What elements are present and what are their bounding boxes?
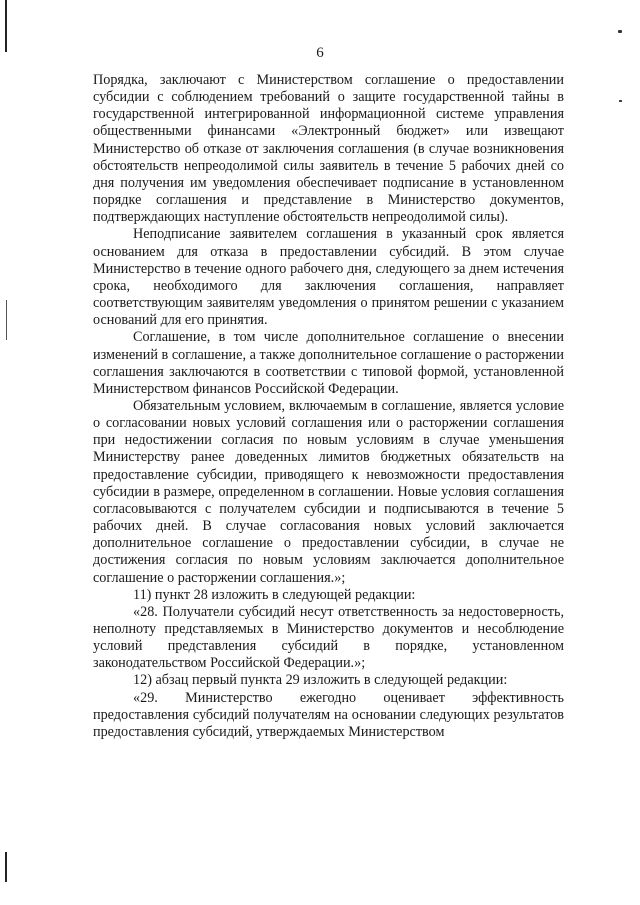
scan-edge-mark bbox=[5, 852, 7, 882]
paragraph: Соглашение, в том числе дополнительное соглашение о внесении изменений в соглашение, а также дополнительное соглашение о расторжении соглашения заключаются в соответствии с типовой формой, установленной Министерством финансов Российской Федерации. bbox=[93, 329, 564, 397]
scan-edge-mark bbox=[6, 300, 7, 340]
paragraph: «29. Министерство ежегодно оценивает эффективность предоставления субсидий получателям на основании следующих результатов предоставления субсидий, утверждаемых Министерством bbox=[93, 689, 564, 740]
paragraph: Обязательным условием, включаемым в соглашение, является условие о согласовании новых условий соглашения или о расторжении соглашения при недостижении согласия по новым условиям в случае уменьшения Министерству ранее доведенных лимитов бюджетных обязательств на предоставление субсидии, приводящего к невозможности предоставления субсидии в размере, определенном в соглашении. Новые условия соглашения согласовываются с получателем субсидии и подписываются в течение 5 рабочих дней. В случае согласования новых условий заключается дополнительное соглашение о предоставлении субсидии, в случае не достижения согласия по новым условиям заключается дополнительное соглашение о расторжении соглашения.»; bbox=[93, 397, 564, 586]
paragraph: 12) абзац первый пункта 29 изложить в следующей редакции: bbox=[133, 672, 508, 689]
paragraph: Порядка, заключают с Министерством соглашение о предоставлении субсидии с соблюдением требований о защите государственной тайны в государственной интегрированной информационной системе управления общественными финансами «Электронный бюджет» или извещают Министерство об отказе от заключения соглашения (в случае возникновения обстоятельств непреодолимой силы заявитель в течение 5 рабочих дней со дня получения им уведомления обеспечивает подписание в установленном порядке соглашения и представление в Министерство документов, подтверждающих наступление обстоятельств непреодолимой силы). bbox=[93, 72, 564, 226]
paragraph: Неподписание заявителем соглашения в указанный срок является основанием для отказа в предоставлении субсидий. В этом случае Министерство в течение одного рабочего дня, следующего за днем истечения срока, необходимого для заключения соглашения, направляет соответствующим заявителям уведомления о принятом решении с указанием оснований для его принятия. bbox=[93, 226, 564, 329]
page-number: 6 bbox=[316, 45, 324, 61]
document-body bbox=[93, 72, 564, 741]
paragraph: 11) пункт 28 изложить в следующей редакции: bbox=[133, 586, 416, 603]
scan-speck bbox=[619, 100, 622, 102]
paragraph: «28. Получатели субсидий несут ответственность за недостоверность, неполноту представляемых в Министерство документов и несоблюдение условий представления субсидий в порядке, установленном законодательством Российской Федерации.»; bbox=[93, 603, 564, 672]
scan-speck bbox=[618, 30, 622, 33]
